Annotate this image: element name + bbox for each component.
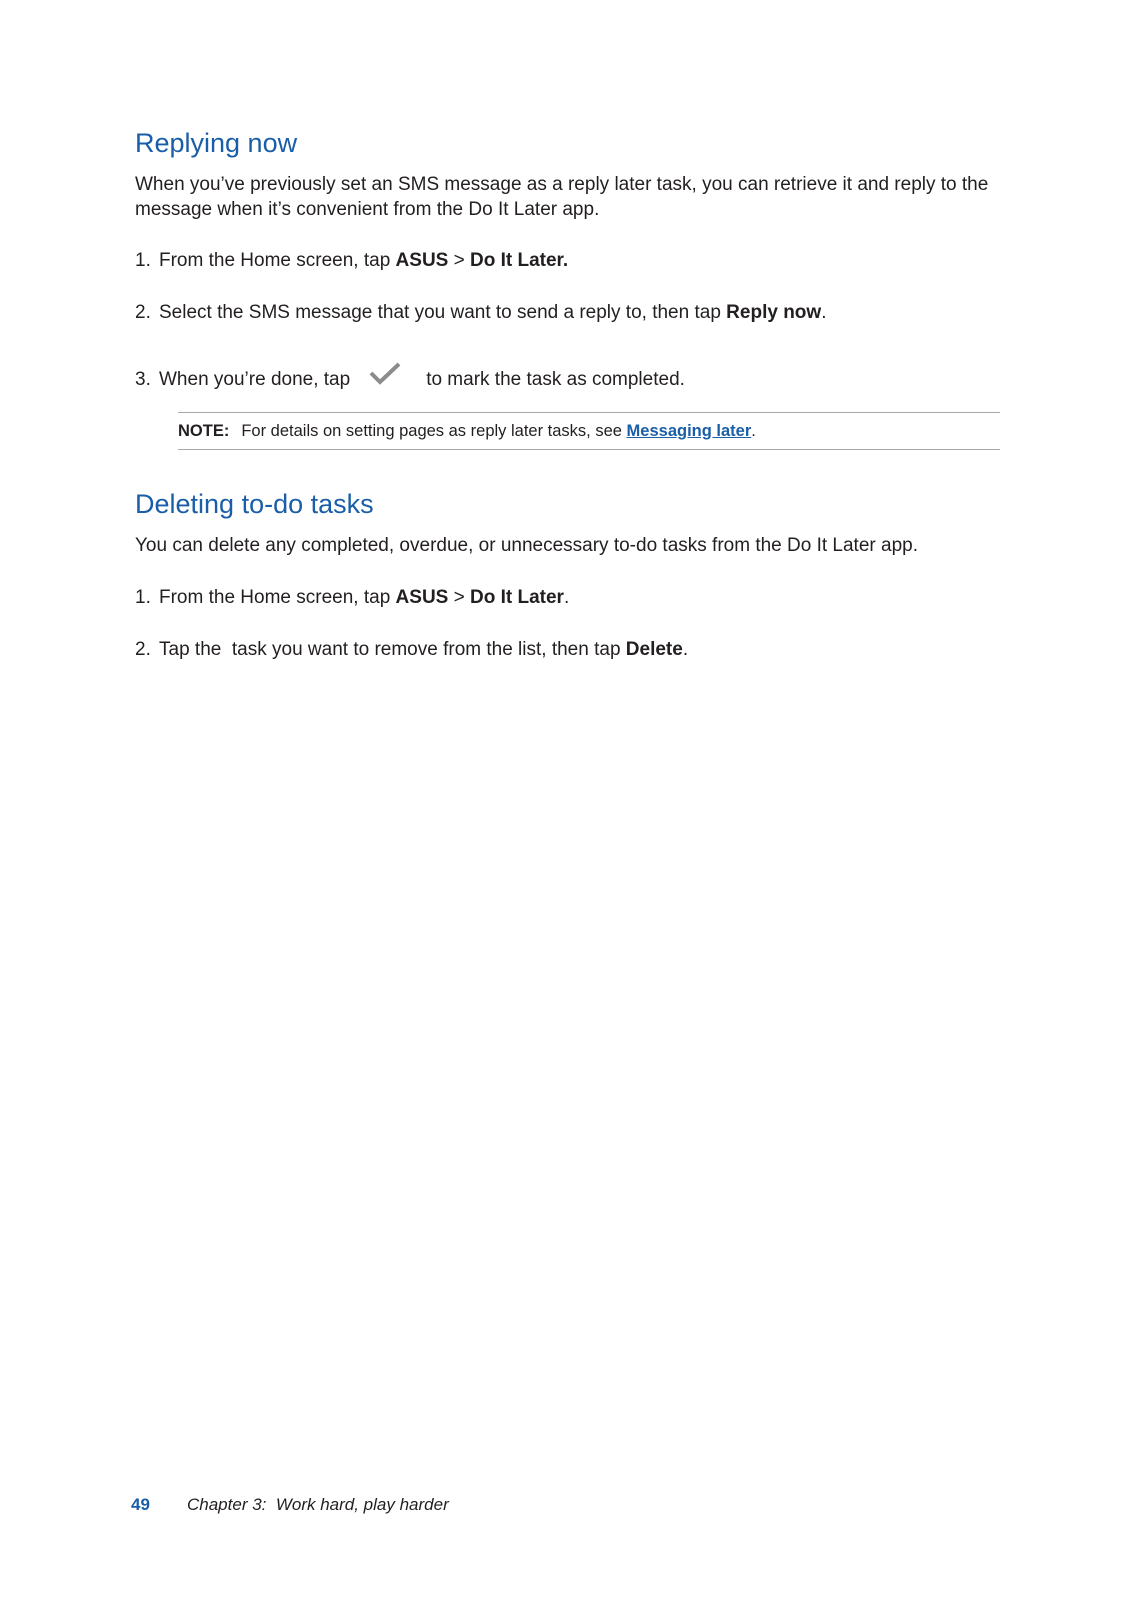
step-text-end: . [682, 639, 689, 660]
note-text-end: . [751, 422, 756, 440]
step-2-replying [135, 300, 1005, 325]
section-intro-deleting-tasks: You can delete any completed, overdue, or unnecessary to-do tasks from the Do It Later app. [135, 535, 918, 556]
page-number: 49 [131, 1495, 150, 1514]
step-separator: > [448, 250, 470, 271]
step-bold-do-it-later: Do It Later [470, 587, 564, 608]
step-bold-asus: ASUS [395, 250, 449, 271]
step-2-deleting [135, 637, 1005, 662]
step-3-replying [135, 361, 1005, 392]
step-number: 2. [135, 639, 151, 660]
note-box [178, 412, 1000, 450]
section-intro-replying-now: When you’ve previously set an SMS message as a reply later task, you can retrieve it and reply to the message when it’s convenient from the Do It Later app. [135, 174, 989, 220]
step-text: Select the SMS message that you want to send a reply to, then tap [159, 302, 727, 323]
note-label: NOTE: [178, 422, 230, 440]
step-bold-asus: ASUS [395, 587, 449, 608]
step-bold-reply-now: Reply now [726, 302, 822, 323]
step-separator: > [448, 587, 470, 608]
step-text-end: . [563, 587, 570, 608]
note-text: For details on setting pages as reply later tasks, see [241, 422, 627, 440]
step-bold-do-it-later: Do It Later. [470, 250, 569, 271]
step-number: 1. [135, 250, 151, 271]
step-text: When you’re done, tap [159, 369, 351, 390]
messaging-later-link[interactable]: Messaging later [626, 422, 752, 440]
section-title-deleting-tasks: Deleting to-do tasks [135, 489, 374, 519]
step-number: 1. [135, 587, 151, 608]
step-1-deleting [135, 585, 1005, 610]
step-text: From the Home screen, tap [159, 250, 396, 271]
chapter-title: Chapter 3: Work hard, play harder [187, 1495, 449, 1514]
step-number: 2. [135, 302, 151, 323]
step-text-end: . [821, 302, 827, 323]
step-bold-delete: Delete [625, 639, 683, 660]
section-title-replying-now: Replying now [135, 128, 298, 158]
checkmark-icon [368, 361, 402, 387]
step-text: From the Home screen, tap [159, 587, 396, 608]
step-text-end: to mark the task as completed. [426, 369, 685, 390]
step-text: Tap the task you want to remove from the list, then tap [159, 639, 626, 660]
page-footer [131, 1495, 449, 1515]
step-1-replying [135, 248, 1005, 273]
step-number: 3. [135, 369, 151, 390]
